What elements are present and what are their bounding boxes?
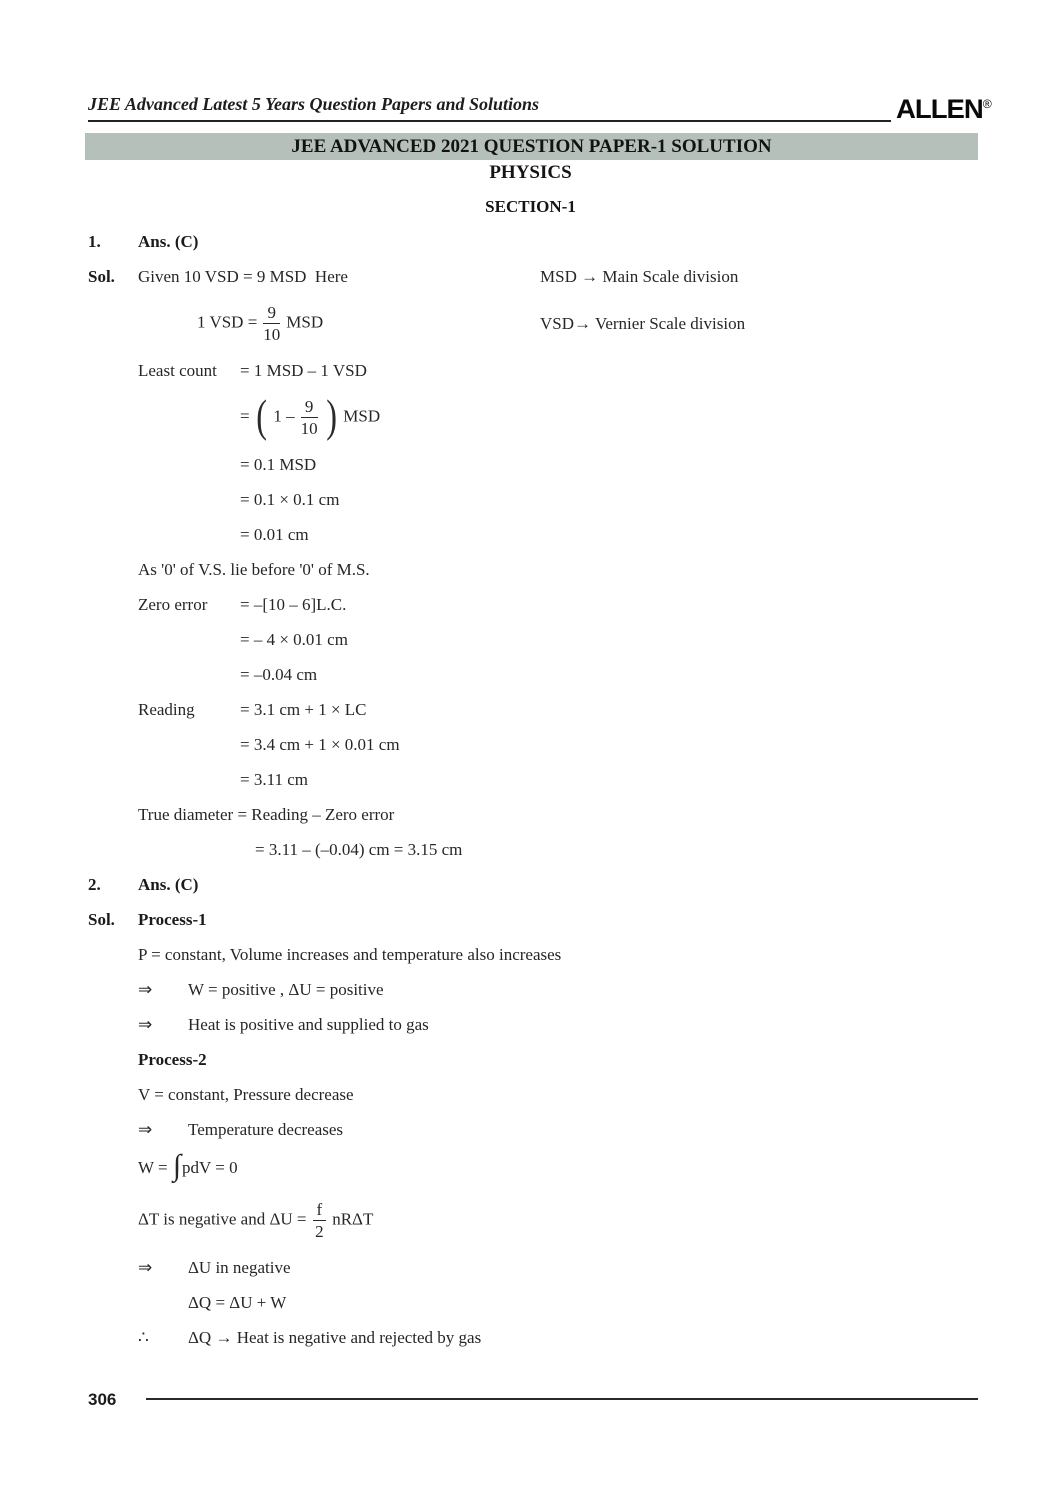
q1-true-diameter: True diameter = Reading – Zero error [138, 805, 395, 824]
q2-implication [138, 1014, 981, 1035]
implies-icon: ⇒ [138, 1258, 153, 1277]
q2-work-pre: W = [138, 1157, 172, 1177]
q2-number: 2. [88, 875, 101, 894]
q2-work-post: pdV = 0 [182, 1157, 238, 1177]
q1-reading-label: Reading [138, 700, 195, 719]
q1-vsd-equation [138, 301, 540, 346]
q1-sol-label: Sol. [88, 267, 115, 286]
q1-paren-equation-row [88, 389, 981, 441]
q2-du-equation [138, 1198, 981, 1243]
q1-reading-step: = 3.4 cm + 1 × 0.01 cm [240, 735, 400, 754]
q1-msd-note: MSD → Main Scale division [540, 267, 739, 286]
q2-conclusion-row [88, 1327, 981, 1348]
fraction-9-10: $\frac{9}{10}$ [263, 303, 281, 344]
q2-implication-row [88, 1119, 981, 1140]
q2-implication-row [88, 1014, 981, 1035]
q1-lc-step-row [88, 524, 981, 545]
q2-process2-desc: V = constant, Pressure decrease [138, 1085, 354, 1104]
q2-impl-text: Heat is positive and supplied to gas [188, 1015, 429, 1034]
q1-given-row [88, 266, 981, 287]
q1-answer-row [88, 231, 981, 252]
q1-zero-step: = –0.04 cm [240, 665, 318, 684]
q1-number: 1. [88, 232, 101, 251]
q2-du-equation-row [88, 1198, 981, 1243]
footer-divider [146, 1398, 978, 1400]
q1-zero-step-row [88, 629, 981, 650]
q2-conclusion-text: ΔQ → Heat is negative and rejected by gas [188, 1328, 482, 1347]
page-number: 306 [88, 1389, 117, 1409]
q2-process1-desc: P = constant, Volume increases and temperature also increases [138, 945, 562, 964]
q1-reading-rhs: = 3.1 cm + 1 × LC [240, 700, 367, 719]
q2-implication-row [88, 1257, 981, 1278]
book-title: JEE Advanced Latest 5 Years Question Papers and Solutions [88, 94, 540, 114]
q1-zero-step: = – 4 × 0.01 cm [240, 630, 348, 649]
q1-reading-row [88, 699, 981, 720]
implies-icon: ⇒ [138, 980, 153, 999]
q1-given-text: Given 10 VSD = 9 MSD Here [138, 267, 348, 286]
q2-du-pre: ΔT is negative and ΔU = [138, 1209, 307, 1229]
q2-conclusion [138, 1327, 981, 1348]
q1-zero-error-rhs: = –[10 – 6]L.C. [240, 595, 347, 614]
q1-paren-pre: 1 – [273, 406, 295, 426]
q2-process1-desc-row [88, 944, 981, 965]
q1-least-count-row [88, 360, 981, 381]
allen-logo-text: ALLEN [896, 94, 983, 124]
q1-vsd-note: VSD→ Vernier Scale division [540, 314, 746, 333]
q2-process2-title: Process-2 [138, 1050, 207, 1069]
q1-zero-note-row [88, 559, 981, 580]
q1-paren-equation [138, 389, 981, 441]
q2-dq-text: ΔQ = ΔU + W [188, 1293, 287, 1312]
implies-icon: ⇒ [138, 1015, 153, 1034]
q2-dq-equation-row [88, 1292, 981, 1313]
q2-process1-title: Process-1 [138, 910, 207, 929]
q2-implication [138, 1257, 981, 1278]
q2-du-post: nRΔT [332, 1209, 374, 1229]
q2-sol-label: Sol. [88, 910, 115, 929]
q1-vsd-lhs: 1 VSD = [197, 312, 258, 332]
q2-implication [138, 1119, 981, 1140]
q1-lc-step-row [88, 489, 981, 510]
q1-vsd-equation-row [88, 301, 981, 346]
q1-zero-error [138, 594, 981, 615]
q2-impl-text: W = positive , ΔU = positive [188, 980, 384, 999]
q1-vsd-rhs: MSD [286, 312, 324, 332]
q2-dq-equation [138, 1292, 981, 1313]
q1-zero-error-label: Zero error [138, 595, 208, 614]
q1-zero-note: As '0' of V.S. lie before '0' of M.S. [138, 560, 370, 579]
q1-answer: Ans. (C) [138, 232, 199, 251]
q1-reading-step-row [88, 734, 981, 755]
paper-title-banner [85, 133, 978, 160]
paper-title: JEE ADVANCED 2021 QUESTION PAPER-1 SOLUTION [291, 136, 772, 157]
q2-process1-title-row [88, 909, 981, 930]
q1-paren-post: MSD [343, 406, 381, 426]
q1-least-count-label: Least count [138, 361, 217, 380]
q2-implication-row [88, 979, 981, 1000]
q1-reading [138, 699, 981, 720]
registered-trademark-icon: ® [982, 97, 992, 111]
q1-true-diameter-row [88, 804, 981, 825]
q1-reading-step: = 3.11 cm [240, 770, 308, 789]
close-paren: ) [325, 389, 337, 441]
q2-process2-title-row [88, 1049, 981, 1070]
q2-impl-text: Temperature decreases [188, 1120, 344, 1139]
q1-reading-step-row [88, 769, 981, 790]
solutions-content [88, 231, 981, 1362]
q2-work-equation [138, 1149, 981, 1184]
q1-least-count [138, 360, 981, 381]
q2-answer: Ans. (C) [138, 875, 199, 894]
section-heading: SECTION-1 [485, 197, 576, 216]
page-footer [88, 1388, 978, 1410]
q2-work-equation-row [88, 1149, 981, 1184]
q2-answer-row [88, 874, 981, 895]
q2-impl-text: ΔU in negative [188, 1258, 291, 1277]
integral-icon: ∫ [172, 1149, 182, 1182]
fraction-f-2: $\frac{f}{2}$ [313, 1200, 327, 1241]
therefore-icon: ∴ [138, 1328, 149, 1347]
header-divider [88, 120, 891, 122]
q1-zero-error-row [88, 594, 981, 615]
q1-lc-step: = 0.1 × 0.1 cm [240, 490, 340, 509]
implies-icon: ⇒ [138, 1120, 153, 1139]
q1-zero-step-row [88, 664, 981, 685]
q1-true-diameter-result-row [88, 839, 981, 860]
equals-sign: = [240, 406, 250, 426]
q2-implication [138, 979, 981, 1000]
open-paren: ( [256, 389, 267, 441]
fraction-9-10: $\frac{9}{10}$ [300, 397, 318, 438]
q1-true-diameter-result: = 3.11 – (–0.04) cm = 3.15 cm [255, 840, 463, 859]
q1-lc-step: = 0.1 MSD [240, 455, 317, 474]
q2-process2-desc-row [88, 1084, 981, 1105]
q1-least-count-rhs: = 1 MSD – 1 VSD [240, 361, 367, 380]
subject-heading: PHYSICS [489, 162, 572, 183]
allen-logo [896, 94, 992, 124]
q1-lc-step: = 0.01 cm [240, 525, 309, 544]
q1-lc-step-row [88, 454, 981, 475]
